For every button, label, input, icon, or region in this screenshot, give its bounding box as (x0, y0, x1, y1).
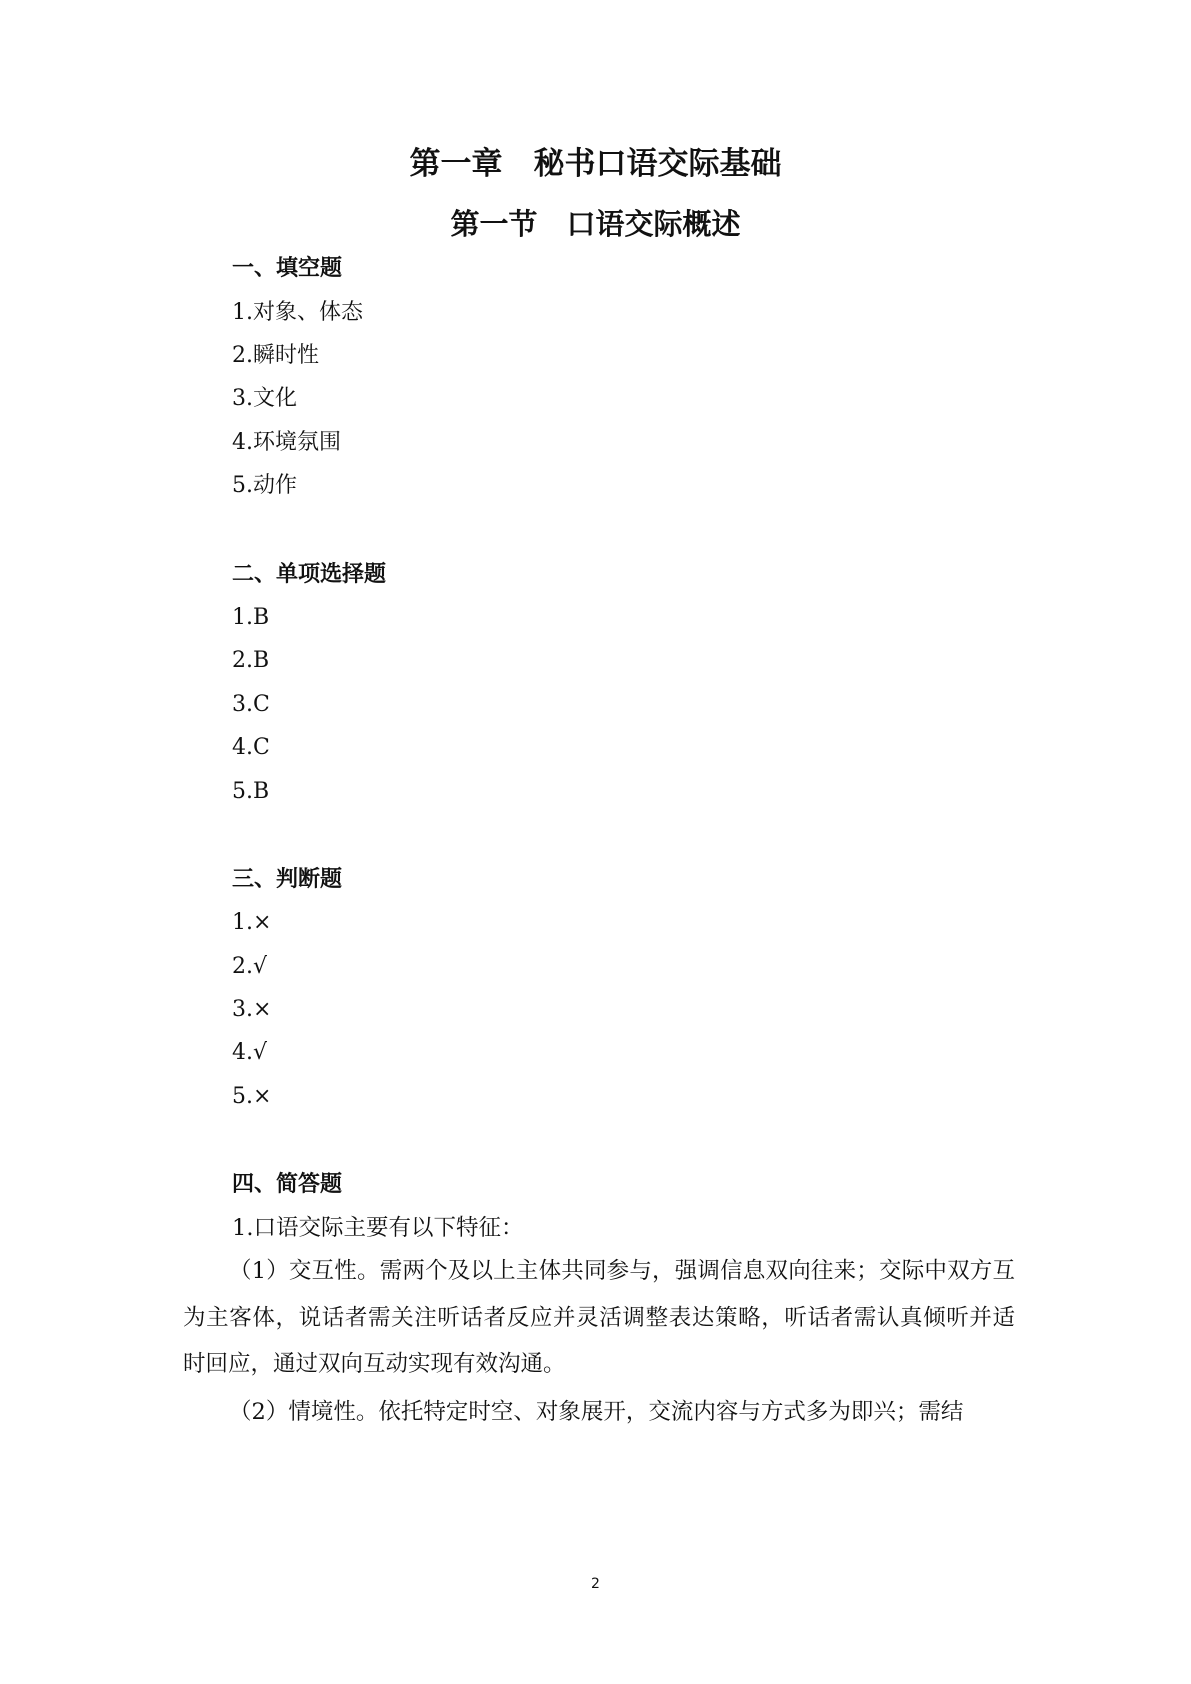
answer-item: 4.√ (232, 1040, 268, 1065)
group-heading-short-answer: 四、简答题 (232, 1172, 343, 1197)
answer-item: 3.C (232, 692, 270, 717)
answer-item: 4.环境氛围 (232, 430, 341, 455)
chapter-title: 第一章 秘书口语交际基础 (409, 146, 782, 182)
answer-item: 5.动作 (232, 473, 297, 498)
answer-item: 3.× (232, 997, 272, 1022)
answer-item: 1.× (232, 910, 272, 935)
page-number: 2 (591, 1576, 600, 1592)
short-answer-intro: 1.口语交际主要有以下特征： (232, 1215, 524, 1241)
short-answer-paragraph: （1）交互性。需两个及以上主体共同参与，强调信息双向往来；交际中双方互为主客体，说话者需关注听话者反应并灵活调整表达策略，听话者需认真倾听并适时回应，通过双向互动实现有效沟通。 (183, 1258, 1015, 1377)
answer-item: 4.C (232, 735, 270, 760)
answer-item: 2.√ (232, 954, 268, 979)
answer-item: 1.B (232, 605, 270, 630)
answer-item: 5.× (232, 1084, 272, 1109)
answer-item: 2.瞬时性 (232, 343, 319, 368)
group-heading-true-false: 三、判断题 (232, 867, 343, 892)
answer-item: 5.B (232, 779, 270, 804)
section-title: 第一节 口语交际概述 (450, 207, 741, 241)
answer-item: 3.文化 (232, 386, 297, 411)
group-heading-single-choice: 二、单项选择题 (232, 562, 387, 587)
short-answer-paragraph: （2）情境性。依托特定时空、对象展开，交流内容与方式多为即兴；需结 (229, 1399, 964, 1425)
answer-item: 2.B (232, 648, 270, 673)
answer-item: 1.对象、体态 (232, 300, 363, 325)
group-heading-fill-in: 一、填空题 (232, 256, 343, 281)
